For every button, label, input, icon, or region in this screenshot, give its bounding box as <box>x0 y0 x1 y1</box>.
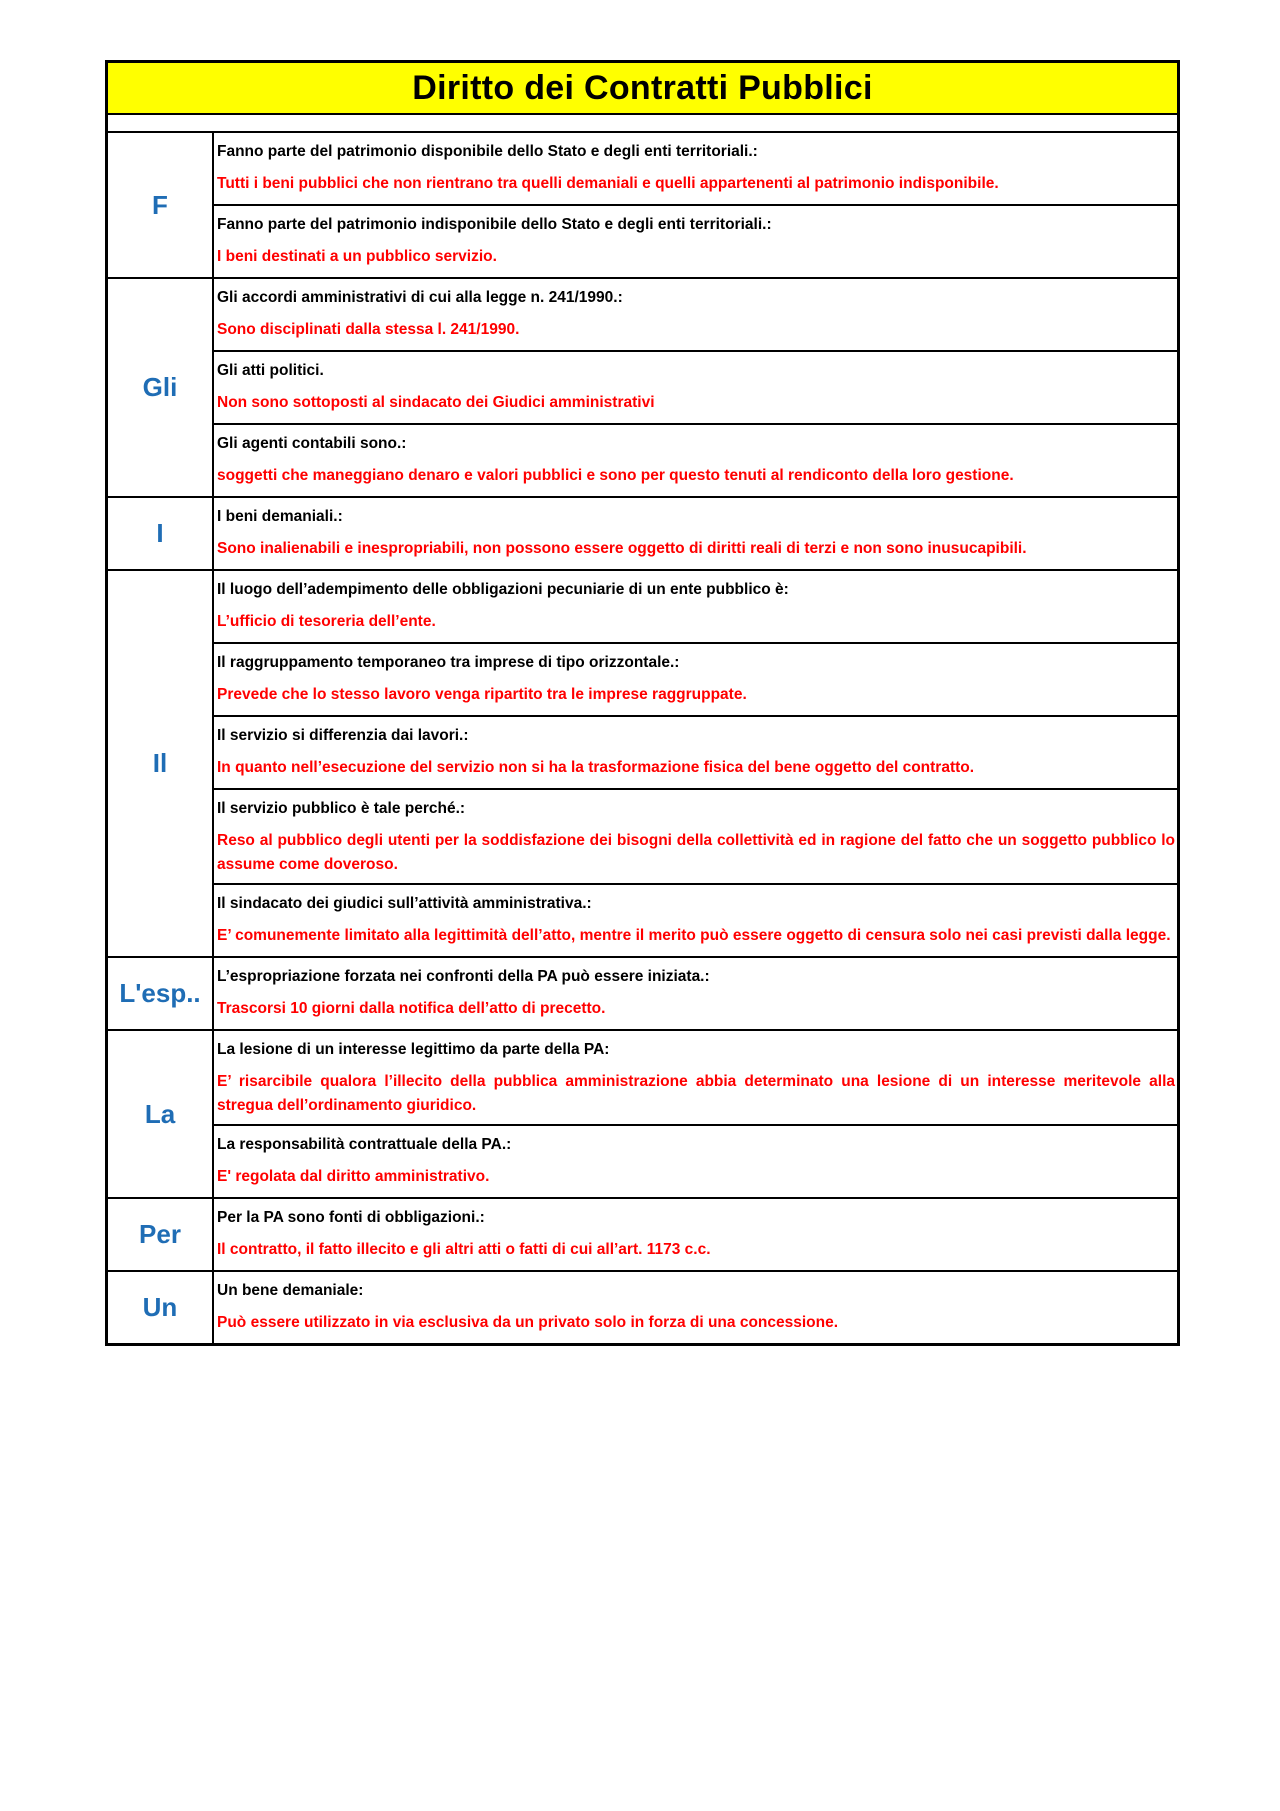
page-title: Diritto dei Contratti Pubblici <box>412 68 873 107</box>
qa-list <box>214 1199 1177 1270</box>
question-text: La responsabilità contrattuale della PA.: <box>217 1136 512 1153</box>
answer-text: In quanto nell’esecuzione del servizio non si ha la trasformazione fisica del bene oggetto del contratto. <box>217 759 975 776</box>
letter-group <box>108 1272 1177 1343</box>
group-letter: L'esp.. <box>108 958 214 1029</box>
answer-text: E' regolata dal diritto amministrativo. <box>217 1168 490 1185</box>
qa-list <box>214 1031 1177 1197</box>
group-letter: Per <box>108 1199 214 1270</box>
qa-item <box>214 1126 1177 1197</box>
question-text: Fanno parte del patrimonio disponibile dello Stato e degli enti territoriali.: <box>217 143 758 160</box>
group-letter: La <box>108 1031 214 1197</box>
answer-text: Sono inalienabili e inespropriabili, non possono essere oggetto di diritti reali di terzi e non sono inusucapibili. <box>217 540 1027 557</box>
qa-item <box>214 717 1177 790</box>
qa-item <box>214 571 1177 644</box>
qa-item <box>214 958 1177 1029</box>
group-letter: F <box>108 133 214 277</box>
letter-group <box>108 133 1177 279</box>
question-text: Per la PA sono fonti di obbligazioni.: <box>217 1209 485 1226</box>
answer-text: E’ comunemente limitato alla legittimità dell’atto, mentre il merito può essere oggetto di censura solo nei casi previsti dalla legge. <box>217 927 1171 944</box>
answer-text: I beni destinati a un pubblico servizio. <box>217 248 497 265</box>
letter-group <box>108 279 1177 498</box>
answer-text: Non sono sottoposti al sindacato dei Giudici amministrativi <box>217 394 655 411</box>
qa-item <box>214 425 1177 496</box>
answer-text: soggetti che maneggiano denaro e valori pubblici e sono per questo tenuti al rendiconto della loro gestione. <box>217 467 1014 484</box>
question-text: Un bene demaniale: <box>217 1282 364 1299</box>
letter-group <box>108 1199 1177 1272</box>
answer-text: L’ufficio di tesoreria dell’ente. <box>217 613 436 630</box>
question-text: I beni demaniali.: <box>217 508 343 525</box>
answer-text: Tutti i beni pubblici che non rientrano tra quelli demaniali e quelli appartenenti al patrimonio indisponibile. <box>217 175 999 192</box>
spacer-row <box>108 115 1177 133</box>
letter-group <box>108 571 1177 958</box>
group-letter: Gli <box>108 279 214 496</box>
answer-text: E’ risarcibile qualora l’illecito della pubblica amministrazione abbia determinato una lesione di un interesse meritevole alla stregua dell’ordinamento giuridico. <box>217 1073 1175 1114</box>
question-text: Il sindacato dei giudici sull’attività amministrativa.: <box>217 895 592 912</box>
qa-item <box>214 1031 1177 1126</box>
question-text: Gli accordi amministrativi di cui alla legge n. 241/1990.: <box>217 289 623 306</box>
group-letter: I <box>108 498 214 569</box>
qa-list <box>214 1272 1177 1343</box>
qa-item <box>214 206 1177 277</box>
group-letter: Il <box>108 571 214 956</box>
qa-list <box>214 279 1177 496</box>
qa-item <box>214 644 1177 717</box>
answer-text: Sono disciplinati dalla stessa l. 241/1990. <box>217 321 520 338</box>
title-bar <box>108 63 1177 115</box>
quiz-table <box>105 60 1180 1346</box>
answer-text: Prevede che lo stesso lavoro venga ripartito tra le imprese raggruppate. <box>217 686 747 703</box>
qa-list <box>214 958 1177 1029</box>
qa-item <box>214 498 1177 569</box>
qa-item <box>214 133 1177 206</box>
question-text: Gli atti politici. <box>217 362 324 379</box>
qa-item <box>214 885 1177 956</box>
qa-item <box>214 790 1177 885</box>
question-text: L’espropriazione forzata nei confronti della PA può essere iniziata.: <box>217 968 710 985</box>
group-letter: Un <box>108 1272 214 1343</box>
letter-group <box>108 1031 1177 1199</box>
question-text: Il luogo dell’adempimento delle obbligazioni pecuniarie di un ente pubblico è: <box>217 581 789 598</box>
answer-text: Trascorsi 10 giorni dalla notifica dell’atto di precetto. <box>217 1000 606 1017</box>
qa-list <box>214 498 1177 569</box>
qa-list <box>214 571 1177 956</box>
qa-item <box>214 1272 1177 1343</box>
qa-item <box>214 1199 1177 1270</box>
question-text: Il servizio pubblico è tale perché.: <box>217 800 466 817</box>
qa-item <box>214 279 1177 352</box>
qa-list <box>214 133 1177 277</box>
answer-text: Reso al pubblico degli utenti per la soddisfazione dei bisogni della collettività ed in ragione del fatto che un soggetto pubblico lo assume come doveroso. <box>217 832 1175 873</box>
question-text: Il servizio si differenzia dai lavori.: <box>217 727 469 744</box>
answer-text: Può essere utilizzato in via esclusiva da un privato solo in forza di una concessione. <box>217 1314 839 1331</box>
letter-group <box>108 498 1177 571</box>
answer-text: Il contratto, il fatto illecito e gli altri atti o fatti di cui all’art. 1173 c.c. <box>217 1241 711 1258</box>
question-text: La lesione di un interesse legittimo da parte della PA: <box>217 1041 610 1058</box>
qa-item <box>214 352 1177 425</box>
question-text: Fanno parte del patrimonio indisponibile dello Stato e degli enti territoriali.: <box>217 216 772 233</box>
letter-group <box>108 958 1177 1031</box>
groups-container <box>108 133 1177 1343</box>
question-text: Gli agenti contabili sono.: <box>217 435 407 452</box>
question-text: Il raggruppamento temporaneo tra imprese di tipo orizzontale.: <box>217 654 680 671</box>
